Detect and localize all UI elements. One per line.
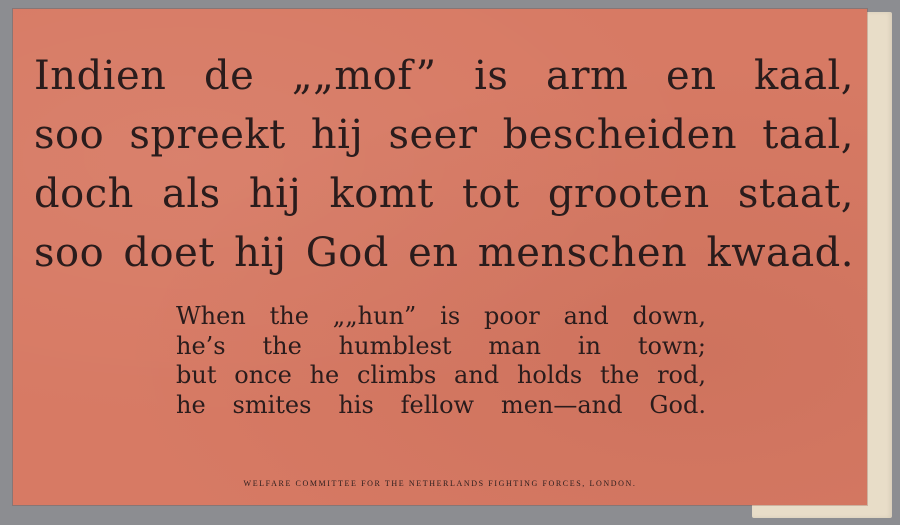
english-line-2: he’s the humblest man in town;	[176, 331, 706, 360]
dutch-line-1: Indien de „„mof” is arm en kaal,	[34, 53, 854, 99]
english-verse	[176, 302, 706, 420]
english-line-1: When the „„hun” is poor and down,	[176, 302, 706, 330]
dutch-line-4: soo doet hij God en menschen kwaad.	[34, 230, 854, 276]
english-line-3: but once he climbs and holds the rod,	[176, 361, 706, 389]
dutch-line-3: doch als hij komt tot grooten staat,	[34, 171, 854, 217]
english-line-4: he smites his fellow men—and God.	[176, 390, 706, 419]
leaflet-card	[13, 9, 867, 505]
dutch-line-2: soo spreekt hij seer bescheiden taal,	[34, 112, 854, 158]
publisher-footer: WELFARE COMMITTEE FOR THE NETHERLANDS FIGHTING FORCES, LONDON.	[243, 479, 637, 488]
dutch-verse	[34, 47, 854, 283]
